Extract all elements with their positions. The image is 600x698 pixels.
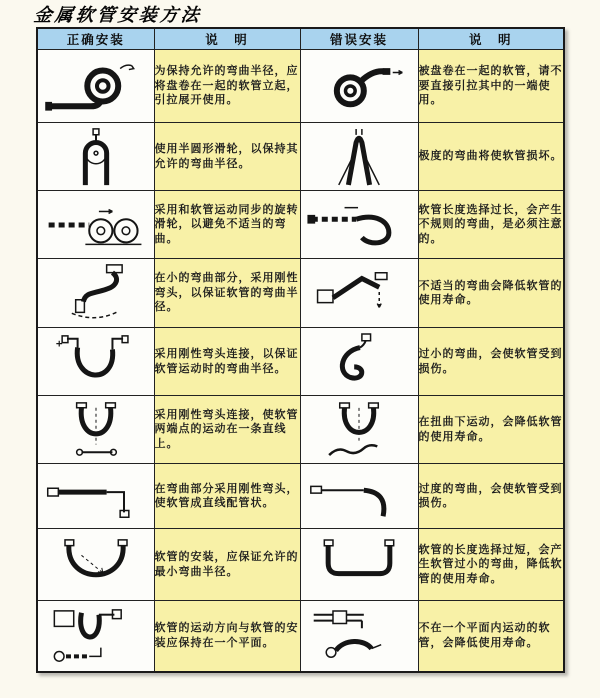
correct-description: 为保持允许的弯曲半径，应将盘卷在一起的软管立起，引拉展开使用。 (154, 50, 300, 123)
overlong-hose-irregular-loop-icon (306, 196, 412, 254)
rigid-elbow-connection-u-hang-icon (42, 332, 150, 392)
coil-pulled-from-end-icon (306, 57, 412, 115)
table-row (37, 123, 564, 191)
table-row (37, 191, 564, 259)
table-row (37, 601, 564, 672)
wrong-description: 不适当的弯曲会降低软管的使用寿命。 (418, 259, 564, 328)
u-hose-ends-on-straight-line-icon (42, 400, 150, 460)
header-wrong-install: 错误安装 (300, 28, 418, 50)
wrong-image-cell (300, 601, 418, 672)
u-hose-twisted-motion-icon (306, 400, 412, 460)
wrong-image-cell (300, 191, 418, 259)
correct-description: 在小的弯曲部分，采用刚性弯头，以保证软管的弯曲半径。 (154, 259, 300, 328)
improper-sharp-bend-icon (306, 263, 412, 323)
motion-out-of-plane-icon (306, 605, 412, 667)
overbent-end-curve-icon (306, 468, 412, 524)
table-row (37, 464, 564, 529)
too-small-bend-hook-icon (306, 332, 412, 392)
hose-over-semicircular-pulley-icon (42, 127, 150, 187)
header-explanation-2: 说 明 (418, 28, 564, 50)
correct-image-cell (37, 123, 154, 191)
page-title: 金属软管安装方法 (32, 5, 203, 26)
wrong-description: 软管的长度选择过短，会产生软管过小的弯曲，降低软管的使用寿命。 (418, 529, 564, 601)
installation-table (36, 27, 565, 673)
synchronized-rotating-pulleys-icon (42, 196, 150, 254)
motion-in-same-plane-trap-icon (42, 605, 150, 667)
correct-image-cell (37, 464, 154, 529)
wrong-description: 在扭曲下运动，会降低软管的使用寿命。 (418, 396, 564, 464)
correct-image-cell (37, 50, 154, 123)
correct-description: 使用半圆形滑轮，以保持其允许的弯曲半径。 (154, 123, 300, 191)
header-row (37, 28, 564, 50)
hose-extreme-hairpin-bend-icon (306, 127, 412, 187)
table-row (37, 259, 564, 328)
correct-image-cell (37, 601, 154, 672)
wrong-description: 过小的弯曲，会使软管受到损伤。 (418, 328, 564, 396)
coil-stood-up-and-unrolled-icon (42, 57, 150, 115)
correct-description: 采用刚性弯头连接，使软管两端点的运动在一条直线上。 (154, 396, 300, 464)
table-row (37, 396, 564, 464)
wrong-image-cell (300, 464, 418, 529)
wrong-image-cell (300, 396, 418, 464)
correct-image-cell (37, 191, 154, 259)
straight-run-with-rigid-elbow-icon (42, 468, 150, 524)
correct-image-cell (37, 328, 154, 396)
wrong-image-cell (300, 123, 418, 191)
rigid-elbow-at-small-bend-icon (42, 263, 150, 323)
table-row (37, 50, 564, 123)
minimum-bend-radius-deep-u-icon (42, 534, 150, 596)
correct-description: 软管的安装，应保证允许的最小弯曲半径。 (154, 529, 300, 601)
wrong-description: 不在一个平面内运动的软管，会降低使用寿命。 (418, 601, 564, 672)
wrong-description: 极度的弯曲将使软管损坏。 (418, 123, 564, 191)
correct-image-cell (37, 259, 154, 328)
correct-description: 软管的运动方向与软管的安装应保持在一个平面。 (154, 601, 300, 672)
table-row (37, 529, 564, 601)
wrong-description: 软管长度选择过长，会产生不规则的弯曲，是必须注意的。 (418, 191, 564, 259)
too-short-hose-flat-u-icon (306, 534, 412, 596)
table-row (37, 328, 564, 396)
correct-description: 采用和软管运动同步的旋转滑轮，以避免不适当的弯曲。 (154, 191, 300, 259)
wrong-image-cell (300, 529, 418, 601)
header-explanation-1: 说 明 (154, 28, 300, 50)
wrong-image-cell (300, 259, 418, 328)
wrong-image-cell (300, 328, 418, 396)
correct-description: 在弯曲部分采用刚性弯头，使软管成直线配管状。 (154, 464, 300, 529)
wrong-image-cell (300, 50, 418, 123)
correct-image-cell (37, 396, 154, 464)
wrong-description: 被盘卷在一起的软管，请不要直接引拉其中的一端使用。 (418, 50, 564, 123)
correct-description: 采用刚性弯头连接，以保证软管运动时的弯曲半径。 (154, 328, 300, 396)
wrong-description: 过度的弯曲，会使软管受到损伤。 (418, 464, 564, 529)
header-correct-install: 正确安装 (37, 28, 154, 50)
correct-image-cell (37, 529, 154, 601)
